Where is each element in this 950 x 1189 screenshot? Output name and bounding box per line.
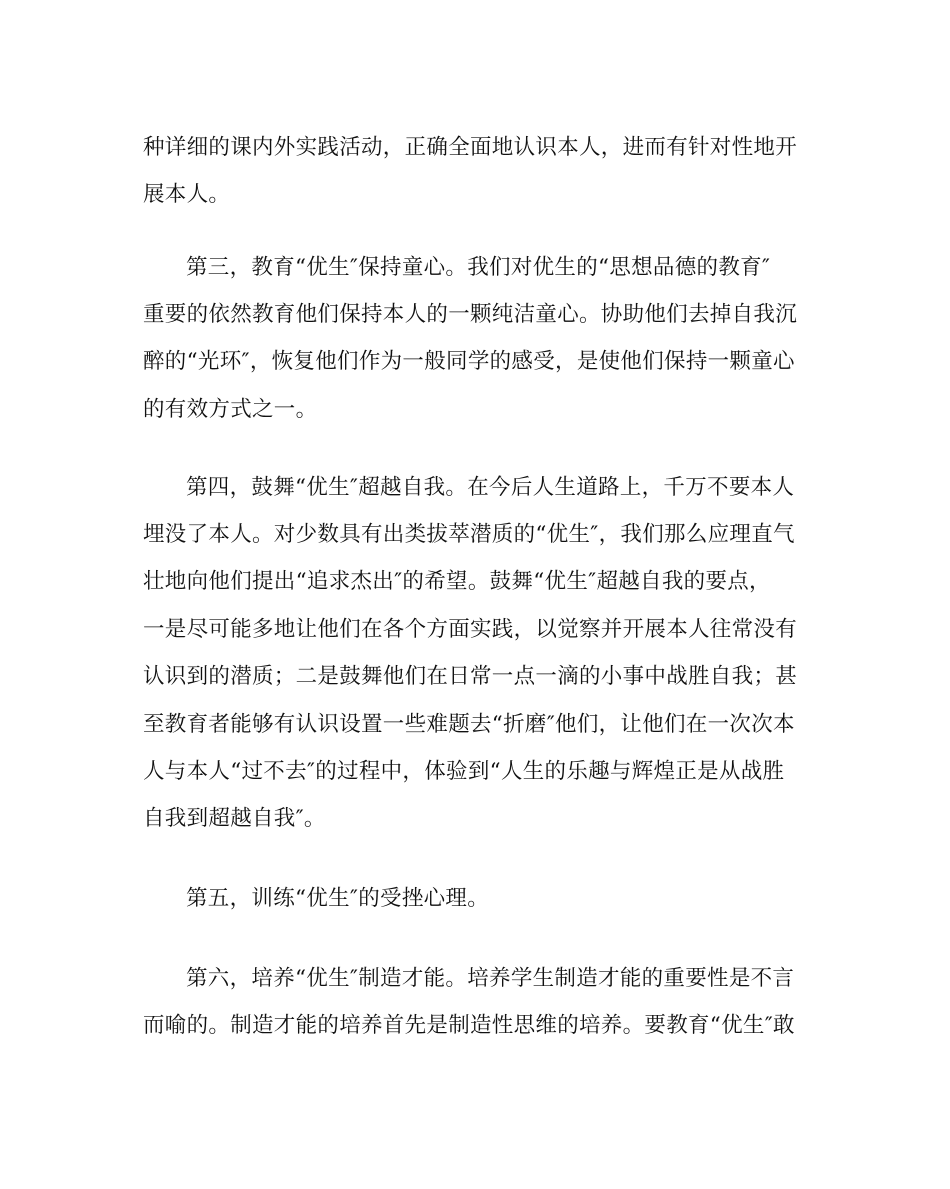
text-line: 而喻的。制造才能的培养首先是制造性思维的培养。要教育“优生″敢 (143, 1013, 795, 1038)
text-line: 重要的依然教育他们保持本人的一颗纯洁童心。协助他们去掉自我沉 (143, 302, 798, 327)
text-line: 第五，训练“优生″的受挫心理。 (186, 886, 490, 911)
text-line: 第四，鼓舞“优生″超越自我。在今后人生道路上，千万不要本人 (186, 475, 795, 500)
text-line: 自我到超越自我″。 (143, 806, 326, 831)
text-line: 的有效方式之一。 (143, 397, 318, 422)
text-line: 第三，教育“优生″保持童心。我们对优生的“思想品德的教育″ (186, 255, 771, 280)
text-line: 认识到的潜质；二是鼓舞他们在日常一点一滴的小事中战胜自我；甚 (143, 664, 798, 689)
text-line: 第六，培养“优生″制造才能。培养学生制造才能的重要性是不言 (186, 966, 795, 991)
text-line: 展本人。 (143, 182, 231, 207)
text-line: 种详细的课内外实践活动，正确全面地认识本人，进而有针对性地开 (143, 135, 798, 160)
text-line: 壮地向他们提出“追求杰出″的希望。鼓舞“优生″超越自我的要点， (143, 569, 771, 594)
text-line: 醉的“光环″，恢复他们作为一般同学的感受，是使他们保持一颗童心 (143, 349, 795, 374)
text-line: 一是尽可能多地让他们在各个方面实践，以觉察并开展本人往常没有 (143, 617, 798, 642)
text-line: 人与本人“过不去″的过程中，体验到“人生的乐趣与辉煌正是从战胜 (143, 759, 785, 784)
text-line: 至教育者能够有认识设置一些难题去“折磨″他们，让他们在一次次本 (143, 712, 795, 737)
text-line: 埋没了本人。对少数具有出类拔萃潜质的“优生″，我们那么应理直气 (143, 522, 795, 547)
